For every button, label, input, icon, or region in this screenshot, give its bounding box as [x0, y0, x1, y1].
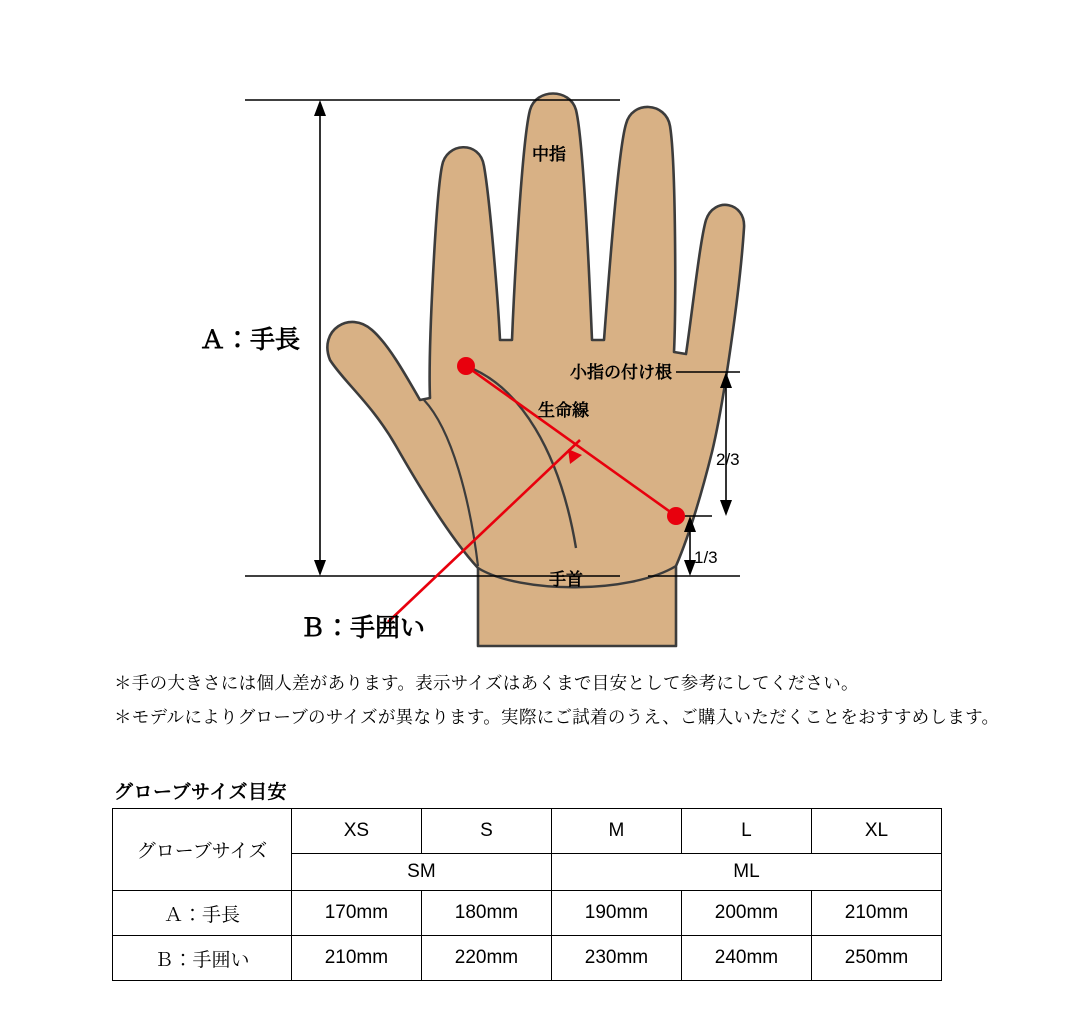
- label-middle-finger: 中指: [532, 145, 566, 164]
- table-size-header: XL: [811, 809, 941, 854]
- table-cell: 240mm: [681, 936, 811, 981]
- table-cell: 210mm: [811, 891, 941, 936]
- table-cell: 200mm: [681, 891, 811, 936]
- table-row-label: Ａ：手長: [113, 891, 292, 936]
- table-title: グローブサイズ目安: [114, 782, 288, 803]
- label-one-third: 1/3: [694, 548, 718, 567]
- label-two-thirds: 2/3: [716, 450, 740, 469]
- table-size-header: XS: [291, 809, 421, 854]
- table-cell: 170mm: [291, 891, 421, 936]
- table-group-label: ML: [551, 854, 941, 891]
- label-hand-circumference: Ｂ：手囲い: [300, 614, 426, 642]
- table-row-label: Ｂ：手囲い: [113, 936, 292, 981]
- glove-size-table: [112, 808, 942, 981]
- table-size-header: L: [681, 809, 811, 854]
- label-hand-length: Ａ：手長: [200, 326, 301, 354]
- table-cell: 190mm: [551, 891, 681, 936]
- table-cell: 230mm: [551, 936, 681, 981]
- note-line: ＊モデルによりグローブのサイズが異なります。実際にご試着のうえ、ご購入いただくことをおすすめします。: [114, 707, 1000, 728]
- label-life-line: 生命線: [538, 401, 589, 420]
- table-cell: 180mm: [421, 891, 551, 936]
- table-row-header: [113, 809, 942, 854]
- table-row: [113, 936, 942, 981]
- table-cell: 210mm: [291, 936, 421, 981]
- note-line: ＊手の大きさには個人差があります。表示サイズはあくまで目安として参考にしてください。: [114, 673, 859, 693]
- table-size-header: M: [551, 809, 681, 854]
- notes-block: [114, 666, 1014, 734]
- table-size-header: S: [421, 809, 551, 854]
- table-cell: 220mm: [421, 936, 551, 981]
- table-header-label: グローブサイズ: [113, 809, 292, 891]
- table-cell: 250mm: [811, 936, 941, 981]
- table-group-label: SM: [291, 854, 551, 891]
- label-wrist: 手首: [549, 570, 583, 589]
- table-row: [113, 891, 942, 936]
- hand-illustration: [327, 94, 744, 647]
- label-little-finger-base: 小指の付け根: [570, 363, 672, 382]
